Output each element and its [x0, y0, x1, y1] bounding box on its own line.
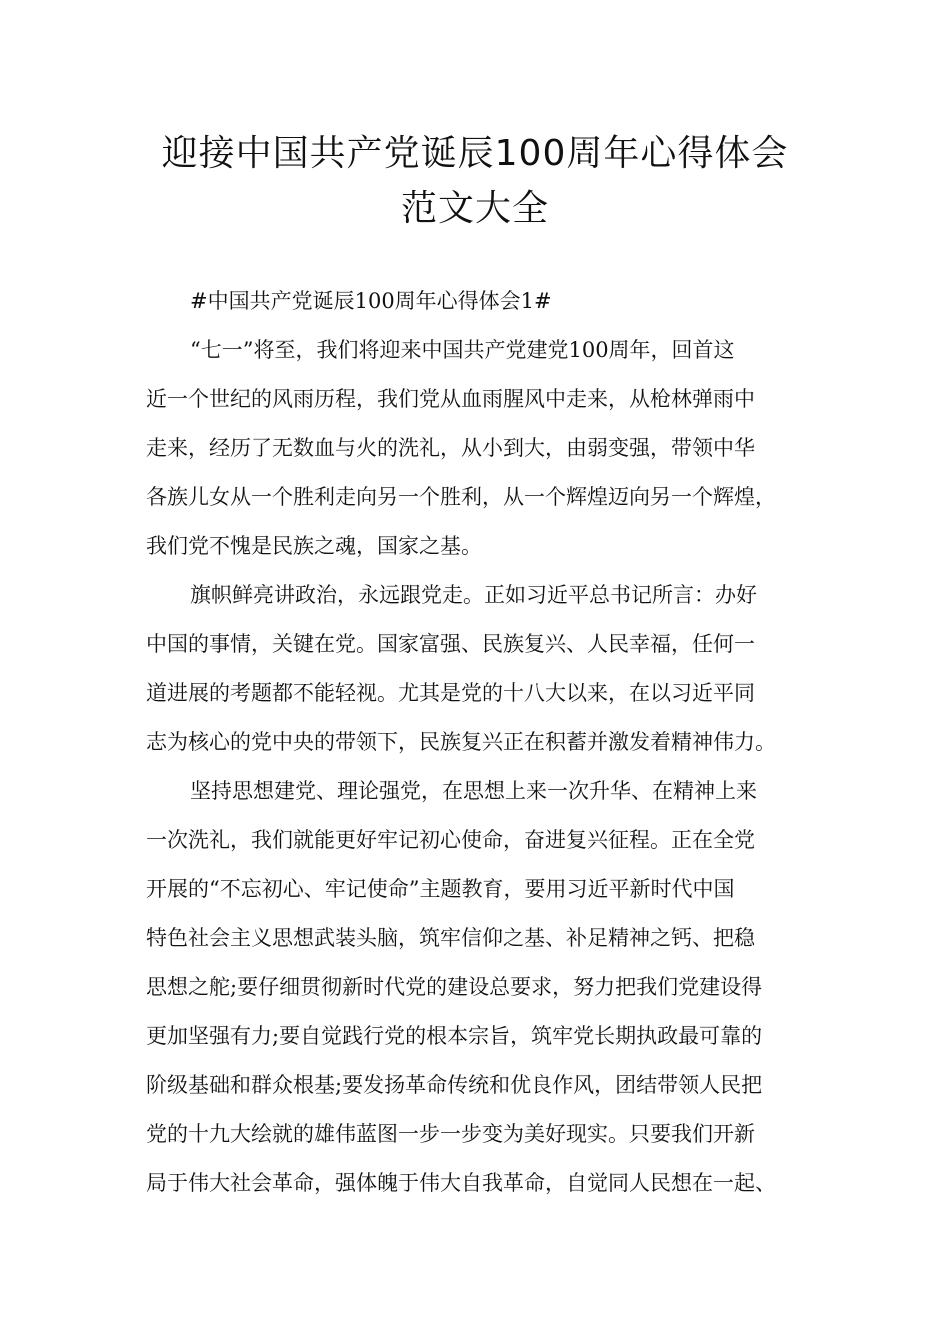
paragraph-line: 开展的“不忘初心、牢记使命”主题教育，要用习近平新时代中国 [146, 877, 735, 901]
document-title-line-1: 迎接中国共产党诞辰100周年心得体会 [161, 133, 789, 174]
paragraph-line: 各族儿女从一个胜利走向另一个胜利，从一个辉煌迈向另一个辉煌， [146, 485, 776, 509]
paragraph-line: 旗帜鲜亮讲政治，永远跟党走。正如习近平总书记所言：办好 [190, 583, 757, 607]
paragraph-line: 道进展的考题都不能轻视。尤其是党的十八大以来，在以习近平同 [146, 681, 755, 705]
paragraph-1 [146, 326, 826, 571]
paragraph-line: 坚持思想建党、理论强党，在思想上来一次升华、在精神上来 [190, 779, 757, 803]
paragraph-line: 我们党不愧是民族之魂，国家之基。 [146, 534, 482, 558]
paragraph-line: 阶级基础和群众根基;要发扬革命传统和优良作风，团结带领人民把 [146, 1073, 763, 1097]
paragraph-line: “七一”将至，我们将迎来中国共产党建党100周年，回首这 [190, 338, 735, 362]
paragraph-line: 一次洗礼，我们就能更好牢记初心使命，奋进复兴征程。正在全党 [146, 828, 755, 852]
paragraph-line: 志为核心的党中央的带领下，民族复兴正在积蓄并激发着精神伟力。 [146, 730, 776, 754]
paragraph-line: 党的十九大绘就的雄伟蓝图一步一步变为美好现实。只要我们开新 [146, 1122, 755, 1146]
document-title-line-2: 范文大全 [400, 188, 549, 229]
paragraph-line: 思想之舵;要仔细贯彻新时代党的建设总要求，努力把我们党建设得 [146, 975, 763, 999]
document-body [146, 277, 826, 1208]
paragraph-line: 近一个世纪的风雨历程，我们党从血雨腥风中走来，从枪林弹雨中 [146, 387, 755, 411]
paragraph-3 [146, 767, 826, 1208]
paragraph-line: 走来，经历了无数血与火的洗礼，从小到大，由弱变强，带领中华 [146, 436, 755, 460]
paragraph-line: 特色社会主义思想武装头脑，筑牢信仰之基、补足精神之钙、把稳 [146, 926, 755, 950]
paragraph-line: 更加坚强有力;要自觉践行党的根本宗旨，筑牢党长期执政最可靠的 [146, 1024, 763, 1048]
section-heading: #中国共产党诞辰100周年心得体会1# [190, 289, 552, 313]
paragraph-line: 中国的事情，关键在党。国家富强、民族复兴、人民幸福，任何一 [146, 632, 755, 656]
paragraph-line: 局于伟大社会革命，强体魄于伟大自我革命，自觉同人民想在一起、 [146, 1171, 776, 1195]
paragraph-2 [146, 571, 826, 767]
